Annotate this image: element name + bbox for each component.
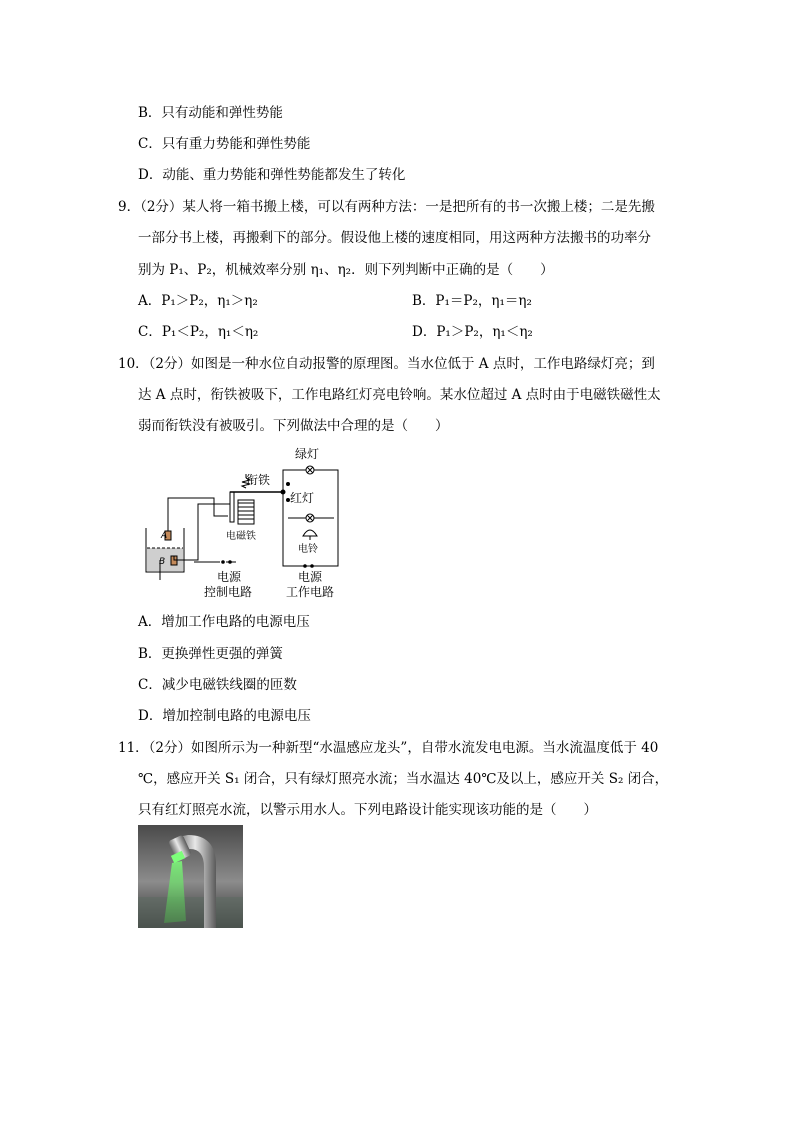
q10-option-b: B．更换弹性更强的弹簧 (138, 646, 283, 662)
bell-symbol (303, 530, 317, 536)
q10-option-c: C．减少电磁铁线圈的匝数 (138, 677, 297, 693)
label-control-circuit: 控制电路 (204, 585, 253, 599)
label-point-a: A (161, 531, 168, 541)
q10-stem-line2: 达 A 点时，衔铁被吸下，工作电路红灯亮电铃响。某水位超过 A 点时由于电磁铁磁性太 (138, 387, 661, 403)
label-work-circuit: 工作电路 (286, 585, 335, 599)
q8-option-b: B．只有动能和弹性势能 (138, 105, 283, 121)
faucet-photo (138, 825, 243, 928)
q11-stem-line3: 只有红灯照亮水流，以警示用水人。下列电路设计能实现该功能的是（ ） (138, 802, 597, 818)
label-power-work: 电源 (298, 570, 323, 584)
q8-option-d: D．动能、重力势能和弹性势能都发生了转化 (138, 167, 406, 183)
q9-stem-line3: 别为 P₁、P₂，机械效率分别 η₁、η₂．则下列判断中正确的是（ ） (138, 262, 554, 278)
q10-stem-line3: 弱而衔铁没有被吸引。下列做法中合理的是（ ） (138, 418, 449, 434)
q10-stem-line1: 10．（2分）如图是一种水位自动报警的原理图。当水位低于 A 点时，工作电路绿灯亮；到 (118, 356, 655, 372)
q11-stem-line2: ℃，感应开关 S₁ 闭合，只有绿灯照亮水流；当水温达 40℃及以上，感应开关 S₂ 闭合， (138, 771, 669, 787)
q11-stem-line1: 11．（2分）如图所示为一种新型“水温感应龙头”，自带水流发电电源。当水流温度低于 40 (118, 740, 659, 756)
label-point-b: B (159, 557, 166, 567)
q9-option-d: D．P₁＞P₂，η₁＜η₂ (412, 324, 533, 340)
label-power-control: 电源 (217, 570, 242, 584)
label-red-lamp: 红灯 (290, 491, 315, 505)
q9-option-c: C．P₁＜P₂，η₁＜η₂ (138, 324, 259, 340)
water-level-alarm-diagram (138, 440, 353, 610)
label-armature: 衔铁 (246, 473, 271, 487)
q10-option-a: A．增加工作电路的电源电压 (138, 614, 310, 630)
magnet-core (230, 492, 234, 522)
label-green-lamp: 绿灯 (295, 447, 320, 461)
electromagnet-coil (238, 500, 254, 524)
q10-option-d: D．增加控制电路的电源电压 (138, 708, 311, 724)
label-electromagnet: 电磁铁 (226, 531, 256, 542)
q9-stem-line1: 9．（2分）某人将一箱书搬上楼，可以有两种方法：一是把所有的书一次搬上楼；二是先搬 (118, 199, 655, 215)
q9-option-b: B．P₁＝P₂，η₁＝η₂ (412, 293, 532, 309)
q8-option-c: C．只有重力势能和弹性势能 (138, 136, 311, 152)
q9-stem-line2: 一部分书上楼，再搬剩下的部分。假设他上楼的速度相同，用这两种方法搬书的功率分 (138, 230, 651, 246)
q9-option-a: A．P₁＞P₂，η₁＞η₂ (138, 293, 258, 309)
label-bell: 电铃 (298, 544, 318, 555)
